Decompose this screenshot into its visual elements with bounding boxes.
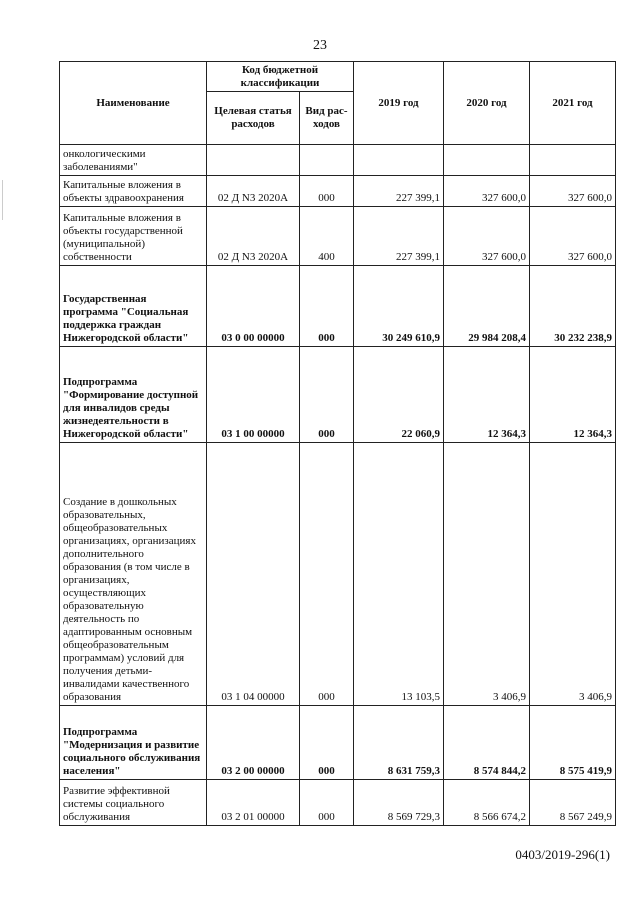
row-name-cell: онкологическими заболеваниями" (60, 145, 207, 176)
row-type-cell: 000 (300, 706, 354, 780)
header-2021: 2021 год (530, 62, 616, 145)
table-row (60, 706, 616, 780)
row-2020-cell: 8 574 844,2 (444, 706, 530, 780)
header-type: Вид рас-ходов (300, 92, 354, 145)
header-target: Целевая статья расходов (207, 92, 300, 145)
row-name-cell: Капитальные вложения в объекты государственной (муниципальной) собственности (60, 207, 207, 266)
row-2020-cell: 327 600,0 (444, 176, 530, 207)
row-target-cell: 03 0 00 00000 (207, 266, 300, 347)
table-row (60, 207, 616, 266)
header-2019: 2019 год (354, 62, 444, 145)
row-2019-cell: 30 249 610,9 (354, 266, 444, 347)
row-2019-cell: 227 399,1 (354, 207, 444, 266)
row-name-cell: Подпрограмма "Модернизация и развитие социального обслуживания населения" (60, 706, 207, 780)
table-row (60, 266, 616, 347)
row-2020-cell: 327 600,0 (444, 207, 530, 266)
row-type-cell: 000 (300, 780, 354, 826)
row-2021-cell (530, 145, 616, 176)
margin-mark (2, 180, 3, 220)
row-name-cell: Государственная программа "Социальная поддержка граждан Нижегородской области" (60, 266, 207, 347)
row-type-cell (300, 145, 354, 176)
row-name-cell: Создание в дошкольных образовательных, общеобразовательных организациях, организациях дополнительного образования (в том числе в организациях, осуществляющих образовательную деятельность по адаптированным основным общеобразовательным программам) условий для получения детьми-инвалидами качественного образования (60, 443, 207, 706)
row-2019-cell: 22 060,9 (354, 347, 444, 443)
row-2021-cell: 8 575 419,9 (530, 706, 616, 780)
header-name: Наименование (60, 62, 207, 145)
row-target-cell: 03 2 00 00000 (207, 706, 300, 780)
row-target-cell: 02 Д N3 2020А (207, 176, 300, 207)
table-row (60, 443, 616, 706)
row-2021-cell: 8 567 249,9 (530, 780, 616, 826)
row-2021-cell: 3 406,9 (530, 443, 616, 706)
budget-table (59, 61, 616, 826)
row-2021-cell: 12 364,3 (530, 347, 616, 443)
row-2020-cell (444, 145, 530, 176)
row-target-cell: 03 2 01 00000 (207, 780, 300, 826)
row-2019-cell: 227 399,1 (354, 176, 444, 207)
page-number: 23 (313, 38, 327, 53)
row-target-cell: 03 1 00 00000 (207, 347, 300, 443)
header-code-group: Код бюджетной классификации (207, 62, 354, 92)
row-2020-cell: 3 406,9 (444, 443, 530, 706)
row-type-cell: 000 (300, 443, 354, 706)
row-target-cell (207, 145, 300, 176)
table-row (60, 347, 616, 443)
document-code: 0403/2019-296(1) (515, 847, 610, 862)
row-name-cell: Капитальные вложения в объекты здравоохранения (60, 176, 207, 207)
table-row (60, 780, 616, 826)
row-target-cell: 03 1 04 00000 (207, 443, 300, 706)
row-type-cell: 000 (300, 266, 354, 347)
row-2021-cell: 30 232 238,9 (530, 266, 616, 347)
row-2021-cell: 327 600,0 (530, 176, 616, 207)
row-type-cell: 000 (300, 176, 354, 207)
row-2020-cell: 8 566 674,2 (444, 780, 530, 826)
header-2020: 2020 год (444, 62, 530, 145)
row-name-cell: Подпрограмма "Формирование доступной для инвалидов среды жизнедеятельности в Нижегородской области" (60, 347, 207, 443)
row-type-cell: 400 (300, 207, 354, 266)
row-target-cell: 02 Д N3 2020А (207, 207, 300, 266)
row-2020-cell: 29 984 208,4 (444, 266, 530, 347)
table-body (60, 145, 616, 826)
row-2019-cell: 8 569 729,3 (354, 780, 444, 826)
table-row (60, 145, 616, 176)
row-2019-cell (354, 145, 444, 176)
table-row (60, 176, 616, 207)
row-type-cell: 000 (300, 347, 354, 443)
row-2019-cell: 8 631 759,3 (354, 706, 444, 780)
row-2020-cell: 12 364,3 (444, 347, 530, 443)
row-2021-cell: 327 600,0 (530, 207, 616, 266)
header-row-1 (60, 62, 616, 92)
row-name-cell: Развитие эффективной системы социального обслуживания (60, 780, 207, 826)
row-2019-cell: 13 103,5 (354, 443, 444, 706)
